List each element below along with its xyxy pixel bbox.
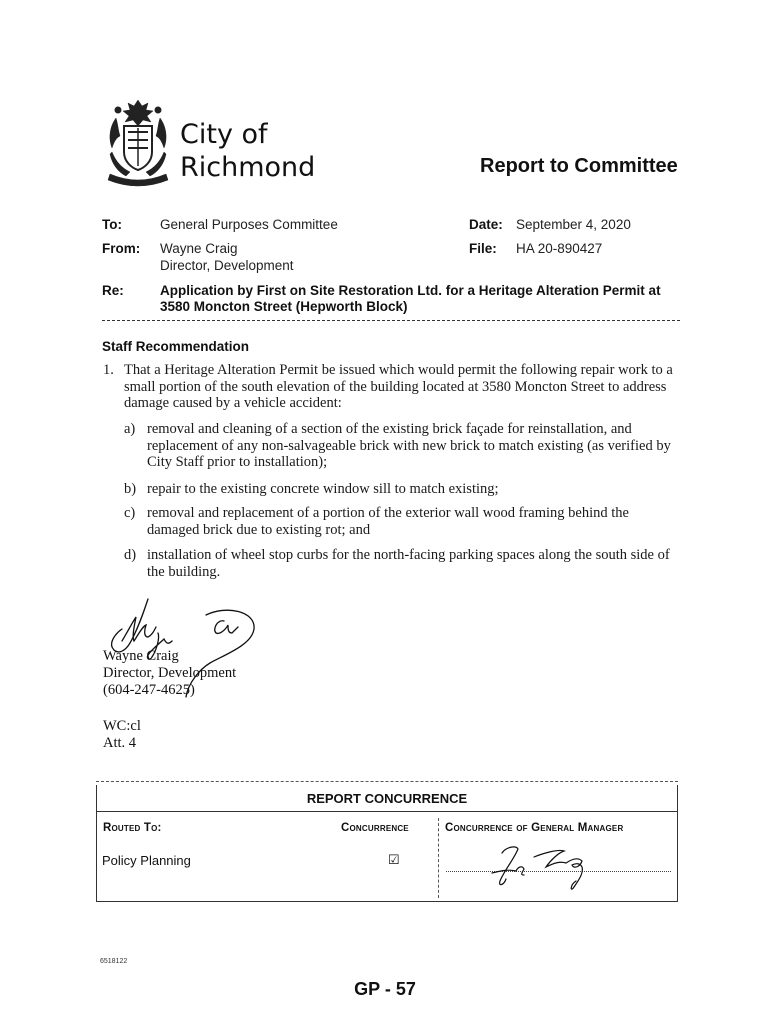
concurrence-header: Concurrence (341, 822, 409, 834)
signer-title: Director, Development (103, 665, 237, 681)
item-number: 1. (103, 362, 114, 378)
concurrence-checkbox: ☑ (388, 852, 400, 867)
report-title: Report to Committee (480, 155, 678, 177)
general-manager-header: Concurrence of General Manager (445, 822, 624, 834)
file-label: File: (469, 241, 497, 256)
to-label: To: (102, 217, 122, 232)
routed-department: Policy Planning (102, 853, 191, 868)
subitem-text-d: installation of wheel stop curbs for the north-facing parking spaces along the south side of the building. (147, 547, 670, 580)
re-subject: Application by First on Site Restoration Ltd. for a Heritage Alteration Permit at 3580 Moncton Street (Hepworth Block) (160, 283, 661, 314)
recommendation-item-text: That a Heritage Alteration Permit be issued which would permit the following repair work to a small portion of the south elevation of the building located at 3580 Moncton Street to address damage caused by a vehicle accident: (124, 362, 673, 411)
date-label: Date: (469, 217, 503, 232)
from-name: Wayne Craig (160, 241, 238, 256)
column-separator (438, 818, 439, 898)
concurrence-top-border (96, 781, 678, 782)
subitem-marker-c: c) (124, 505, 136, 521)
to-value: General Purposes Committee (160, 217, 338, 232)
initials-block (103, 718, 141, 752)
subitem-marker-d: d) (124, 547, 137, 563)
re-label: Re: (102, 283, 124, 298)
city-crest-logo (104, 96, 172, 188)
page-number: GP - 57 (354, 979, 416, 999)
from-title: Director, Development (160, 258, 294, 273)
subitem-text-b: repair to the existing concrete window sill to match existing; (147, 481, 499, 497)
subitem-marker-a: a) (124, 421, 136, 437)
header-divider (102, 320, 680, 321)
logo-line-2: Richmond (180, 152, 316, 183)
concurrence-divider (96, 811, 678, 812)
subitem-text-c: removal and replacement of a portion of the exterior wall wood framing behind the damaged brick due to existing rot; and (147, 505, 629, 538)
attachments-count: Att. 4 (103, 735, 137, 751)
routed-to-header: Routed To: (103, 822, 162, 834)
subitem-marker-b: b) (124, 481, 137, 497)
concurrence-title: REPORT CONCURRENCE (306, 791, 468, 806)
staff-recommendation-heading: Staff Recommendation (102, 339, 250, 354)
document-id: 6518122 (100, 958, 128, 965)
file-value: HA 20-890427 (516, 241, 603, 256)
logo-line-1: City of (180, 119, 268, 150)
city-name-logo-text (180, 118, 315, 184)
gm-handwritten-signature (482, 843, 597, 893)
signer-name: Wayne Craig (103, 648, 179, 664)
typist-initials: WC:cl (103, 718, 141, 734)
signer-phone: (604-247-4625) (103, 682, 195, 698)
from-label: From: (102, 241, 141, 256)
date-value: September 4, 2020 (516, 217, 631, 232)
subitem-text-a: removal and cleaning of a section of the existing brick façade for reinstallation, and replacement of any non-salvageable brick with new brick to match existing (as verified by City Staff prior to installation); (147, 421, 671, 470)
signature-block (103, 648, 236, 699)
